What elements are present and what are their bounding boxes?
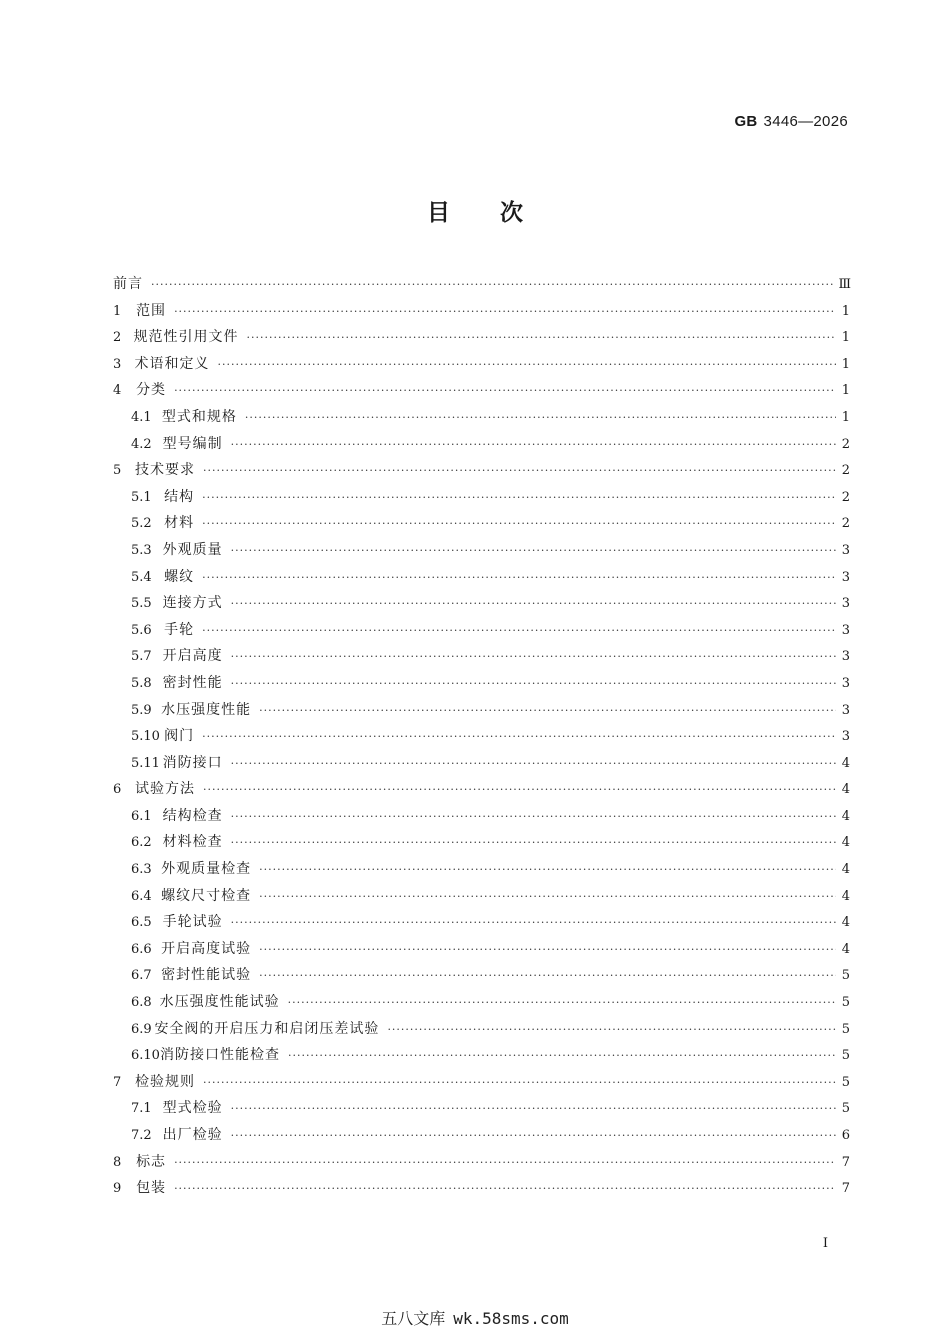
toc-entry-number: 7 bbox=[113, 1074, 122, 1090]
toc-entry-number: 4 bbox=[113, 383, 122, 399]
toc-entry-label: 检验规则 bbox=[135, 1073, 196, 1090]
toc-entry-number: 5.7 bbox=[131, 649, 152, 665]
toc-entry[interactable] bbox=[113, 590, 850, 617]
toc-entry-label: 开启高度 bbox=[162, 648, 223, 665]
toc-entry-number: 6.8 bbox=[131, 995, 152, 1011]
toc-entry-number: 6.7 bbox=[131, 968, 152, 984]
toc-entry-number: 5.10 bbox=[131, 729, 160, 745]
toc-entry-page: 4 bbox=[841, 888, 850, 904]
toc-entry-label: 型号编制 bbox=[162, 435, 223, 452]
toc-entry[interactable] bbox=[113, 1016, 850, 1043]
toc-leader-dots bbox=[387, 1017, 836, 1044]
toc-leader-dots bbox=[231, 751, 836, 778]
page-number: I bbox=[822, 1236, 828, 1251]
toc-entry-number: 7.2 bbox=[131, 1128, 152, 1143]
toc-leader-dots bbox=[231, 644, 836, 671]
toc-leader-dots bbox=[259, 937, 836, 964]
toc-entry-page: 3 bbox=[841, 729, 850, 745]
toc-entry[interactable] bbox=[113, 457, 850, 484]
toc-leader-dots bbox=[231, 804, 836, 831]
toc-entry-page: 3 bbox=[841, 542, 850, 558]
toc-leader-dots bbox=[202, 511, 836, 538]
toc-entry-page: 1 bbox=[841, 383, 850, 399]
toc-entry-page: 1 bbox=[841, 303, 850, 319]
toc-entry[interactable] bbox=[113, 1175, 850, 1202]
standard-number: 3446—2026 bbox=[763, 113, 848, 130]
toc-entry-number: 5 bbox=[113, 463, 122, 479]
toc-entry-label: 螺纹尺寸检查 bbox=[161, 887, 252, 904]
toc-entry-label: 材料检查 bbox=[162, 834, 223, 851]
toc-entry[interactable] bbox=[113, 670, 850, 697]
toc-entry-number: 5.11 bbox=[131, 755, 160, 771]
toc-entry[interactable] bbox=[113, 324, 850, 351]
toc-entry-number: 5.2 bbox=[131, 516, 152, 532]
table-of-contents bbox=[113, 271, 850, 1202]
toc-leader-dots bbox=[259, 857, 836, 884]
toc-entry-label: 技术要求 bbox=[135, 462, 196, 479]
toc-entry-page: 5 bbox=[841, 1021, 850, 1037]
toc-entry-page: 2 bbox=[841, 463, 850, 479]
toc-entry[interactable] bbox=[113, 776, 850, 803]
toc-entry-number: 4.2 bbox=[131, 436, 152, 452]
toc-leader-dots bbox=[203, 1070, 836, 1097]
toc-entry-number: 4.1 bbox=[131, 409, 152, 425]
toc-leader-dots bbox=[288, 990, 836, 1017]
toc-entry-label: 结构检查 bbox=[162, 807, 223, 824]
toc-entry[interactable] bbox=[113, 643, 850, 670]
toc-entry-page: 5 bbox=[841, 1074, 850, 1090]
toc-entry[interactable] bbox=[113, 1122, 850, 1149]
toc-entry-page: Ⅲ bbox=[838, 277, 852, 292]
toc-entry[interactable] bbox=[113, 1095, 850, 1122]
toc-leader-dots bbox=[174, 378, 836, 405]
toc-entry[interactable] bbox=[113, 856, 850, 883]
standard-prefix: GB bbox=[734, 113, 758, 130]
toc-entry-page: 5 bbox=[841, 1048, 850, 1064]
toc-entry-label: 外观质量 bbox=[162, 541, 223, 558]
toc-entry[interactable] bbox=[113, 697, 850, 724]
toc-entry-label: 材料 bbox=[164, 515, 195, 532]
toc-entry-label: 试验方法 bbox=[135, 781, 196, 798]
toc-entry[interactable] bbox=[113, 723, 850, 750]
toc-entry-page: 3 bbox=[841, 569, 850, 585]
toc-entry[interactable] bbox=[113, 883, 850, 910]
toc-entry-number: 5.6 bbox=[131, 622, 152, 638]
toc-entry-page: 1 bbox=[841, 330, 850, 346]
toc-entry[interactable] bbox=[113, 750, 850, 777]
toc-entry-number: 6.9 bbox=[131, 1021, 152, 1037]
toc-entry-label: 安全阀的开启压力和启闭压差试验 bbox=[154, 1020, 380, 1037]
toc-leader-dots bbox=[231, 1123, 836, 1150]
toc-entry-page: 5 bbox=[841, 995, 850, 1011]
toc-entry-page: 2 bbox=[841, 436, 850, 452]
toc-entry-page: 3 bbox=[841, 596, 850, 612]
toc-entry-label: 术语和定义 bbox=[134, 355, 210, 372]
toc-entry-label: 消防接口性能检查 bbox=[159, 1047, 280, 1064]
toc-entry[interactable] bbox=[113, 404, 850, 431]
toc-entry-number: 6.3 bbox=[131, 862, 152, 878]
toc-leader-dots bbox=[231, 591, 836, 618]
toc-leader-dots bbox=[259, 698, 836, 725]
toc-entry[interactable] bbox=[113, 1069, 850, 1096]
toc-entry-label: 密封性能 bbox=[162, 674, 223, 691]
toc-leader-dots bbox=[202, 565, 836, 592]
toc-entry[interactable] bbox=[113, 298, 850, 325]
toc-entry-label: 手轮 bbox=[164, 621, 195, 638]
toc-entry-number: 6 bbox=[113, 782, 122, 798]
toc-leader-dots bbox=[231, 1096, 836, 1123]
toc-entry-label: 型式和规格 bbox=[161, 408, 237, 425]
toc-entry-page: 3 bbox=[841, 649, 850, 665]
watermark-name: 五八文库 bbox=[381, 1309, 446, 1328]
toc-entry[interactable] bbox=[113, 431, 850, 458]
toc-entry-page: 7 bbox=[841, 1181, 850, 1197]
toc-entry-number: 6.2 bbox=[131, 835, 152, 851]
toc-entry-label: 消防接口 bbox=[162, 754, 223, 771]
toc-entry-number: 5.3 bbox=[131, 542, 152, 558]
toc-entry-label: 阀门 bbox=[164, 728, 195, 745]
toc-entry-number: 3 bbox=[113, 356, 122, 372]
page-title: 目次 bbox=[427, 200, 573, 226]
toc-entry[interactable] bbox=[113, 1042, 850, 1069]
toc-entry-page: 4 bbox=[841, 835, 850, 851]
toc-entry[interactable] bbox=[113, 564, 850, 591]
toc-entry-label: 型式检验 bbox=[162, 1100, 223, 1117]
toc-entry-page: 4 bbox=[841, 915, 850, 931]
toc-entry[interactable] bbox=[113, 351, 850, 378]
toc-leader-dots bbox=[203, 777, 836, 804]
toc-entry-label: 连接方式 bbox=[162, 595, 223, 612]
toc-leader-dots bbox=[174, 299, 836, 326]
toc-entry-label: 水压强度性能试验 bbox=[159, 994, 280, 1011]
toc-entry-number: 6.10 bbox=[131, 1048, 160, 1064]
toc-entry-label: 密封性能试验 bbox=[161, 967, 252, 984]
toc-entry-label: 分类 bbox=[136, 382, 167, 399]
toc-entry-label: 前言 bbox=[113, 276, 143, 292]
toc-entry-label: 结构 bbox=[164, 488, 195, 505]
toc-entry-page: 5 bbox=[841, 1101, 850, 1117]
toc-entry-number: 8 bbox=[113, 1154, 122, 1170]
toc-entry-label: 规范性引用文件 bbox=[133, 329, 239, 346]
toc-leader-dots bbox=[231, 910, 836, 937]
toc-entry-number: 5.9 bbox=[131, 702, 152, 718]
toc-entry-number: 6.4 bbox=[131, 888, 152, 904]
toc-entry-number: 7.1 bbox=[131, 1101, 152, 1117]
watermark bbox=[0, 1306, 950, 1329]
toc-entry-page: 4 bbox=[841, 941, 850, 957]
toc-leader-dots bbox=[247, 325, 836, 352]
toc-entry-label: 水压强度性能 bbox=[161, 701, 252, 718]
toc-leader-dots bbox=[245, 405, 836, 432]
toc-entry[interactable] bbox=[113, 909, 850, 936]
toc-entry-number: 5.1 bbox=[131, 489, 152, 505]
toc-entry-number: 5.4 bbox=[131, 569, 152, 585]
toc-entry-page: 5 bbox=[841, 968, 850, 984]
toc-entry-number: 5.5 bbox=[131, 596, 152, 612]
watermark-site: wk.58sms.com bbox=[453, 1309, 569, 1328]
toc-leader-dots bbox=[231, 538, 836, 565]
toc-entry[interactable] bbox=[113, 1149, 850, 1176]
toc-entry[interactable] bbox=[113, 829, 850, 856]
toc-entry-page: 2 bbox=[841, 489, 850, 505]
toc-entry-label: 标志 bbox=[136, 1153, 167, 1170]
toc-leader-dots bbox=[202, 618, 836, 645]
toc-leader-dots bbox=[231, 830, 836, 857]
toc-entry-number: 6.5 bbox=[131, 915, 152, 931]
toc-entry[interactable] bbox=[113, 271, 850, 298]
toc-entry[interactable] bbox=[113, 989, 850, 1016]
toc-entry-number: 6.1 bbox=[131, 808, 152, 824]
toc-entry-label: 外观质量检查 bbox=[161, 861, 252, 878]
toc-entry-page: 3 bbox=[841, 622, 850, 638]
toc-entry-page: 7 bbox=[841, 1154, 850, 1170]
toc-entry-label: 出厂检验 bbox=[162, 1127, 223, 1143]
standard-code bbox=[734, 113, 848, 130]
toc-entry-number: 1 bbox=[113, 303, 122, 319]
toc-entry-page: 3 bbox=[841, 702, 850, 718]
toc-entry[interactable] bbox=[113, 377, 850, 404]
toc-entry[interactable] bbox=[113, 962, 850, 989]
toc-entry[interactable] bbox=[113, 510, 850, 537]
toc-entry[interactable] bbox=[113, 803, 850, 830]
toc-entry-page: 4 bbox=[841, 755, 850, 771]
toc-leader-dots bbox=[231, 671, 836, 698]
toc-leader-dots bbox=[259, 963, 836, 990]
toc-entry-page: 3 bbox=[841, 675, 850, 691]
toc-entry-label: 包装 bbox=[136, 1180, 167, 1197]
toc-entry-page: 1 bbox=[841, 409, 850, 425]
toc-entry-page: 4 bbox=[841, 862, 850, 878]
toc-leader-dots bbox=[151, 272, 835, 299]
toc-entry-number: 6.6 bbox=[131, 941, 152, 957]
toc-entry-label: 开启高度试验 bbox=[161, 940, 252, 957]
toc-entry-page: 4 bbox=[841, 782, 850, 798]
toc-leader-dots bbox=[288, 1043, 836, 1070]
toc-entry[interactable] bbox=[113, 484, 850, 511]
toc-entry-number: 5.8 bbox=[131, 675, 152, 691]
toc-entry-number: 2 bbox=[113, 330, 122, 346]
toc-leader-dots bbox=[231, 432, 836, 459]
toc-entry[interactable] bbox=[113, 617, 850, 644]
toc-leader-dots bbox=[202, 485, 836, 512]
toc-entry-page: 6 bbox=[841, 1128, 850, 1143]
toc-leader-dots bbox=[218, 352, 836, 379]
toc-leader-dots bbox=[174, 1150, 836, 1177]
toc-entry-number: 9 bbox=[113, 1181, 122, 1197]
toc-leader-dots bbox=[259, 884, 836, 911]
toc-entry-label: 螺纹 bbox=[164, 568, 195, 585]
toc-leader-dots bbox=[174, 1176, 836, 1203]
toc-leader-dots bbox=[202, 724, 836, 751]
toc-entry-page: 1 bbox=[841, 356, 850, 372]
toc-entry-page: 2 bbox=[841, 516, 850, 532]
toc-entry-label: 手轮试验 bbox=[162, 914, 223, 931]
toc-entry-label: 范围 bbox=[136, 302, 167, 319]
toc-leader-dots bbox=[203, 458, 836, 485]
toc-entry[interactable] bbox=[113, 537, 850, 564]
toc-entry-page: 4 bbox=[841, 808, 850, 824]
toc-entry[interactable] bbox=[113, 936, 850, 963]
